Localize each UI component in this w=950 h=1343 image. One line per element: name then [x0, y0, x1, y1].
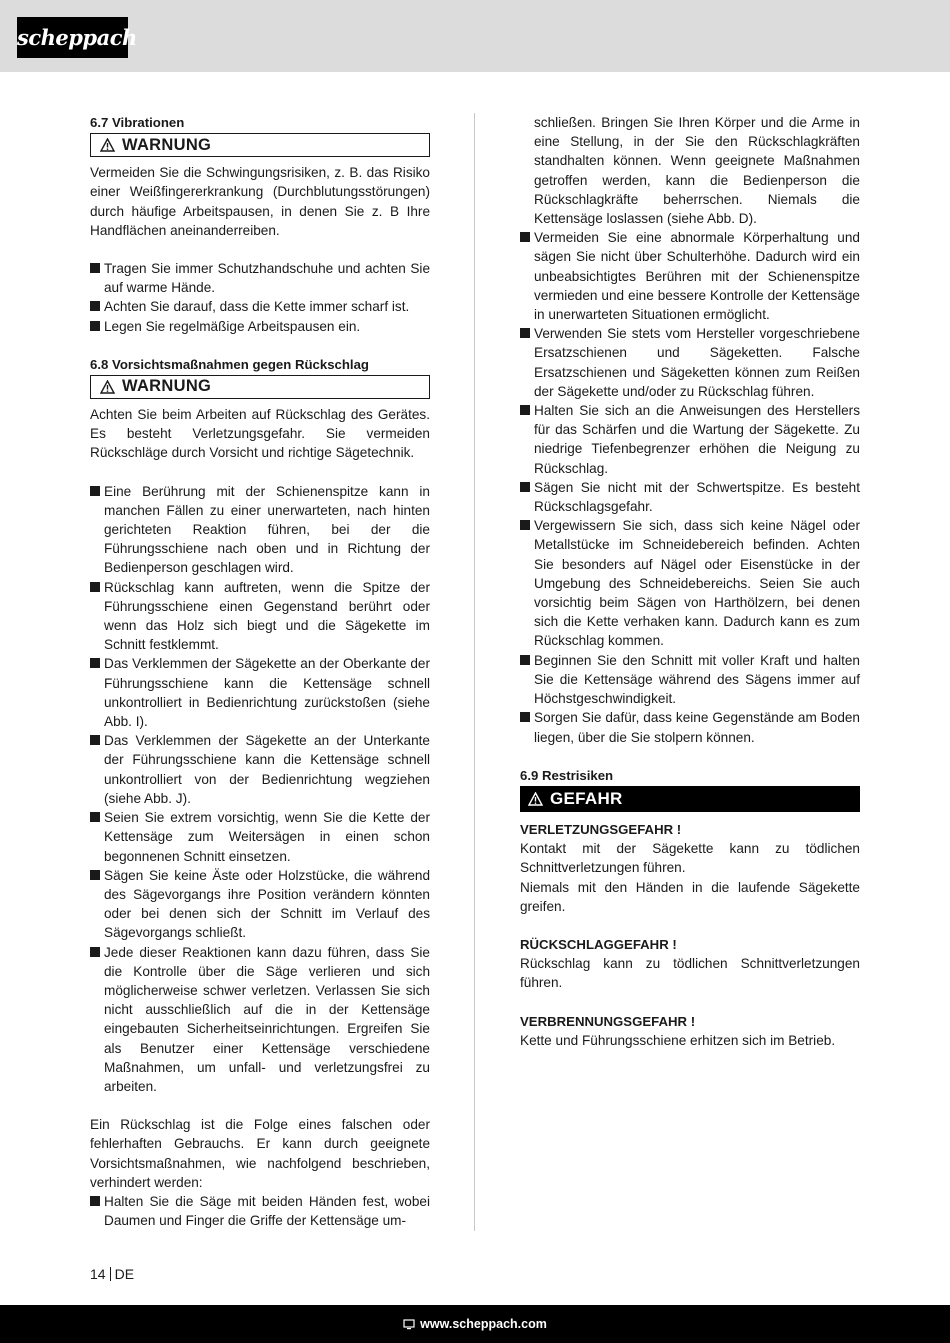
section-6-8-paragraph: Ein Rückschlag ist die Folge eines falschen oder fehlerhaften Gebrauchs. Er kann durch geeignete Vorsichtsmaßnahmen, wie nachfolgend beschrieben, verhindert werden:: [90, 1117, 430, 1190]
footer-bar: [0, 1305, 950, 1343]
section-6-7-intro: Vermeiden Sie die Schwingungsrisiken, z. B. das Risiko einer Weißfingererkrankung (Durchblutungsstörungen) durch häufige Arbeitspausen, in denen Sie z. B Ihre Handflächen aneinanderreiben.: [90, 165, 430, 238]
list-item: Sorgen Sie dafür, dass keine Gegenstände am Boden liegen, über die Sie stolpern können.: [520, 708, 860, 746]
warning-box-6-8: [90, 375, 430, 399]
right-list: [520, 228, 860, 746]
section-6-8-intro: Achten Sie beim Arbeiten auf Rückschlag des Gerätes. Es besteht Verletzungsgefahr. Sie vermeiden Rückschläge durch Vorsicht und richtige Sägetechnik.: [90, 407, 430, 461]
list-item: Halten Sie sich an die Anweisungen des Herstellers für das Schärfen und die Wartung der Sägekette. Zu niedrige Tiefenbegrenzer erhöhen die Neigung zu Rückschlag.: [520, 401, 860, 478]
hazard-heading-injury: VERLETZUNGSGEFAHR !: [520, 821, 682, 837]
list-item: Rückschlag kann auftreten, wenn die Spitze der Führungsschiene einen Gegenstand berührt oder wenn das Holz sich biegt und die Sägekette im Schnitt festklemmt.: [90, 578, 430, 655]
list-item: Vermeiden Sie eine abnormale Körperhaltung und sägen Sie nicht über Schulterhöhe. Dadurch wird ein unbeabsichtigtes Berühren mit der Schienenspitze vermieden und eine bessere Kontrolle der Kettensäge in unerwarteten Situationen ermöglicht.: [520, 228, 860, 324]
warning-box-6-7: [90, 133, 430, 157]
list-item: Legen Sie regelmäßige Arbeitspausen ein.: [90, 317, 430, 336]
section-6-8-list: [90, 482, 430, 1097]
list-item: Das Verklemmen der Sägekette an der Oberkante der Führungsschiene kann die Kettensäge schnell unkontrolliert in Bedienrichtung zurückstoßen (siehe Abb. I).: [90, 654, 430, 731]
right-column: [520, 113, 860, 1050]
hazard-text: Niemals mit den Händen in die laufende Sägekette greifen.: [520, 879, 860, 914]
list-item: Halten Sie die Säge mit beiden Händen fest, wobei Daumen und Finger die Griffe der Kettensäge um-: [90, 1192, 430, 1230]
list-item: Verwenden Sie stets vom Hersteller vorgeschriebene Ersatzschienen und Sägeketten. Falsche Ersatzschienen und Sägeketten können zum Reißen der Sägekette und/oder zu Rückschlag führen.: [520, 324, 860, 401]
page-number: 14 DE: [90, 1266, 135, 1282]
warning-triangle-icon: [100, 138, 115, 152]
section-6-9-title: 6.9 Restrisiken: [520, 767, 614, 783]
list-item: Beginnen Sie den Schnitt mit voller Kraft und halten Sie die Kettensäge während des Sägens immer auf Höchstgeschwindigkeit.: [520, 651, 860, 709]
list-item: Tragen Sie immer Schutzhandschuhe und achten Sie auf warme Hände.: [90, 259, 430, 297]
continued-text: schließen. Bringen Sie Ihren Körper und die Arme in eine Stellung, in der Sie den Rückschlagkräften standhalten können. Wenn geeignete Maßnahmen getroffen werden, kann die Bedienperson die Rückschlagkräfte beherrschen. Niemals die Kettensäge loslassen (siehe Abb. D).: [534, 115, 860, 227]
list-item: Sägen Sie keine Äste oder Holzstücke, die während des Sägevorgangs ihre Position verändern könnten oder bei denen sich der Schnitt im Verlauf des Sägevorgangs schließt.: [90, 866, 430, 943]
left-column: [90, 113, 430, 1230]
page-header: [0, 0, 950, 72]
warning-triangle-icon: [100, 380, 115, 394]
section-6-7-list: [90, 259, 430, 336]
warning-label: WARNUNG: [122, 377, 212, 396]
website-link[interactable]: www.scheppach.com: [420, 1317, 547, 1331]
danger-box: [520, 786, 860, 812]
list-item: Das Verklemmen der Sägekette an der Unterkante der Führungsschiene kann die Kettensäge schnell unkontrolliert von der Bedienrichtung wegziehen (siehe Abb. J).: [90, 731, 430, 808]
list-item: Sägen Sie nicht mit der Schwertspitze. Es besteht Rückschlagsgefahr.: [520, 478, 860, 516]
section-6-8-title: 6.8 Vorsichtsmaßnahmen gegen Rückschlag: [90, 356, 369, 372]
scheppach-logo: scheppach: [17, 17, 128, 58]
hazard-heading-kickback: RÜCKSCHLAGGEFAHR !: [520, 936, 677, 952]
hazard-text: Kontakt mit der Sägekette kann zu tödlichen Schnittverletzungen führen.: [520, 841, 860, 876]
warning-triangle-icon: [528, 792, 543, 806]
monitor-icon: [403, 1319, 415, 1330]
hazard-text: Rückschlag kann zu tödlichen Schnittverletzungen führen.: [520, 956, 860, 991]
hazard-text: Kette und Führungsschiene erhitzen sich im Betrieb.: [520, 1032, 836, 1048]
section-6-7-title: 6.7 Vibrationen: [90, 115, 185, 130]
column-divider: [474, 113, 475, 1231]
warning-label: WARNUNG: [122, 135, 212, 154]
hazard-heading-burn: VERBRENNUNGSGEFAHR !: [520, 1013, 696, 1029]
list-item: Seien Sie extrem vorsichtig, wenn Sie die Kette der Kettensäge zum Weitersägen in einen schon begonnenen Schnitt einsetzen.: [90, 808, 430, 866]
list-item: Achten Sie darauf, dass die Kette immer scharf ist.: [90, 297, 430, 316]
section-6-8-list-2: [90, 1192, 430, 1230]
list-item: Jede dieser Reaktionen kann dazu führen, dass Sie die Kontrolle über die Säge verlieren und sich möglicherweise schwer verletzen. Verlassen Sie sich nicht ausschließlich auf die in der Kettensäge eingebauten Sicherheitseinrichtungen. Ergreifen Sie als Benutzer einer Kettensäge verschiedene Maßnahmen, um unfall- und verletzungsfrei zu arbeiten.: [90, 943, 430, 1097]
list-item: Vergewissern Sie sich, dass sich keine Nägel oder Metallstücke im Schneidebereich befinden. Achten Sie besonders auf Nägel oder Eisenstücke in der Umgebung des Schneidebereichs. Seien Sie auch vorsichtig beim Sägen von Harthölzern, bei denen sich die Kette verhaken kann. Dadurch kann es zum Rückschlag kommen.: [520, 516, 860, 650]
danger-label: GEFAHR: [550, 789, 623, 809]
list-item: Eine Berührung mit der Schienenspitze kann in manchen Fällen zu einer unerwarteten, nach hinten gerichteten Reaktion führen, bei der die Führungsschiene nach oben und in Richtung der Bedienperson geschlagen wird.: [90, 482, 430, 578]
